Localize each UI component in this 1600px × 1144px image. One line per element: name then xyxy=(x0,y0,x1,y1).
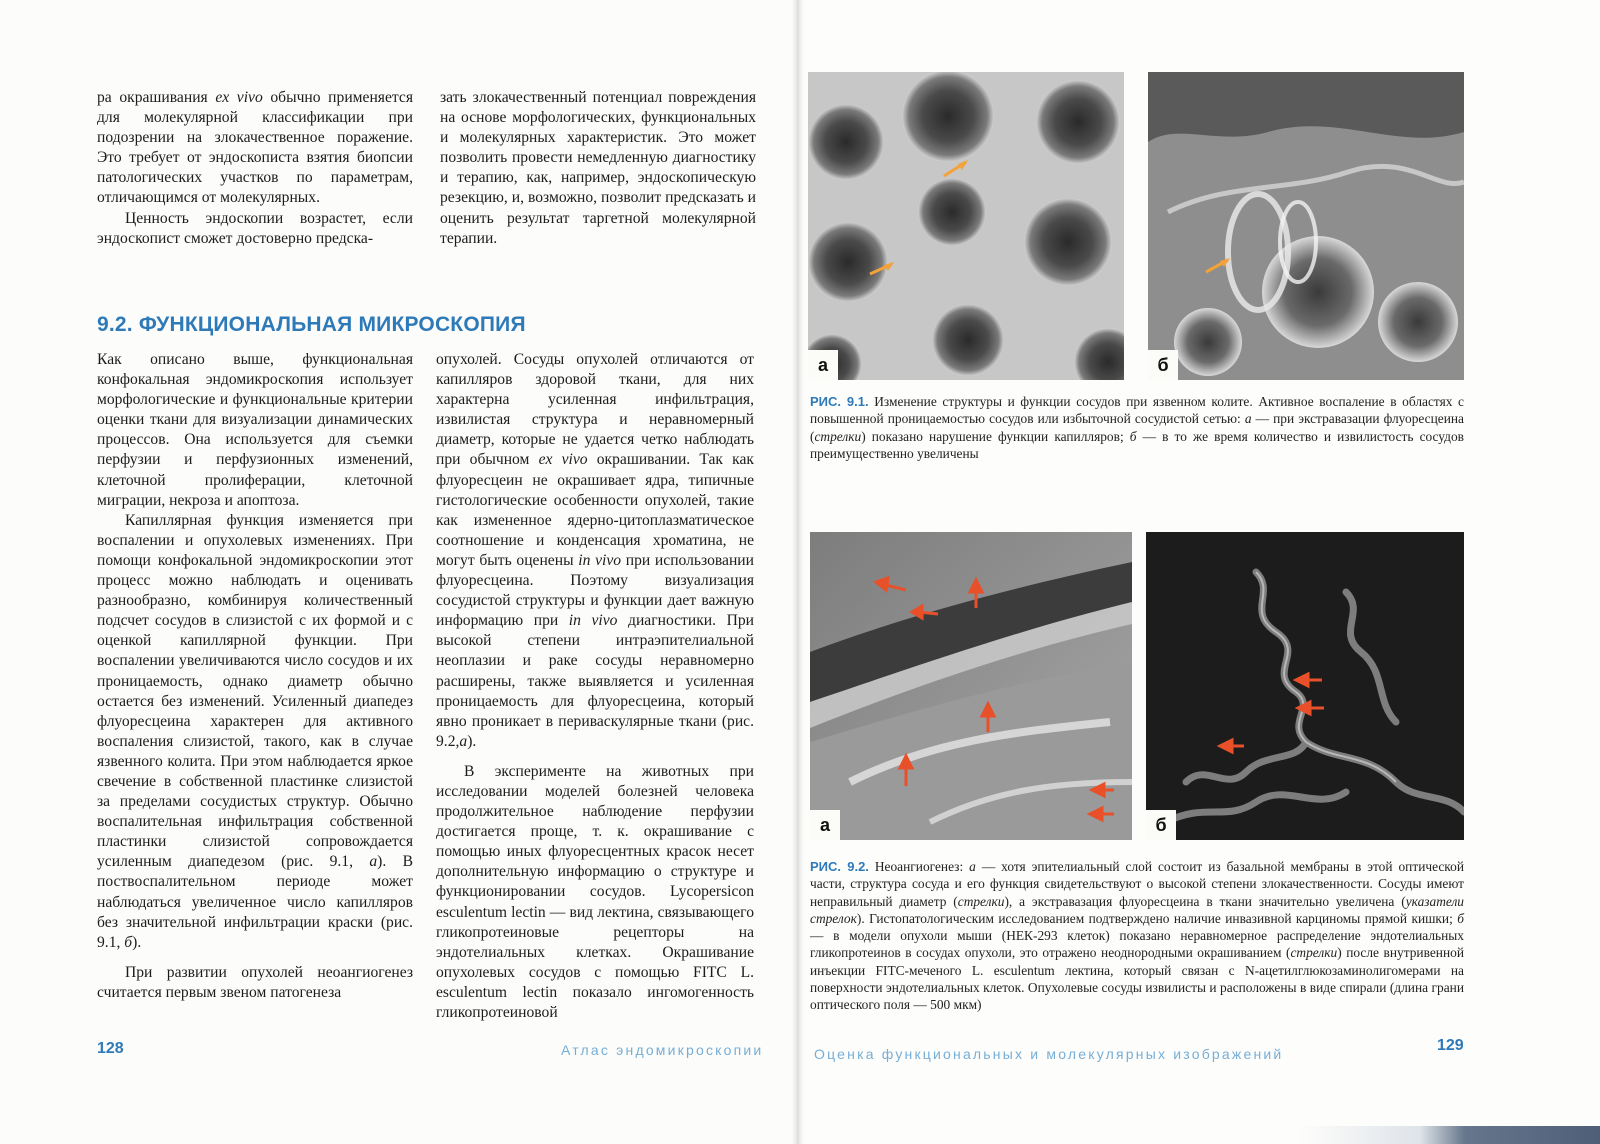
figure-9-1a-image xyxy=(808,72,1124,380)
page-number-right: 129 xyxy=(1437,1037,1464,1054)
panel-label-b: б xyxy=(1148,350,1178,380)
book-gutter xyxy=(792,0,804,1144)
figure-9-1b-image xyxy=(1148,72,1464,380)
page-number-left: 128 xyxy=(97,1040,124,1057)
figure-9-2b-image xyxy=(1146,532,1464,840)
paragraph-malignant-potential: зать злокачественный потенциал повреждения на основе морфологических, функциональных и молекулярных характеристик. Это может позволить провести немедленную диагностику и терапию, как, например, эндоскопическую резекцию, и, возможно, позволит предсказать и оценить результат таргетной молекулярной терапии. xyxy=(440,89,756,247)
panel-label-b: б xyxy=(1146,810,1176,840)
panel-label-a: а xyxy=(808,350,838,380)
figure-9-1-caption-text: Изменение структуры и функции сосудов при язвенном колите. Активное воспаление в областях с повышенной проницаемостью сосудов или избыточной сосудистой сетью: а — при экстравазации флуоресцеина (стрелки) показано нарушение функции капилляров; б — в то же время количество и извилистость сосудов преимущественно увеличены xyxy=(810,394,1464,461)
paragraph-capillary-function: Капиллярная функция изменяется при воспалении и опухолевых изменениях. При помощи конфокальной эндомикроскопии этот процесс можно наблюдать и оценивать разнообразно, комбинируя количественный подсчет сосудов в слизистой с их формой и с оценкой капиллярной функции. При воспалении увеличиваются число сосудов и их проницаемость, однако диаметр обычно остается без изменений. Усиленный диапедез флуоресцеина характерен для активного воспаления слизистой, такого, как в случае язвенного колита. При этом наблюдается яркое свечение в собственной пластинке слизистой за пределами сосудистых структур. Обычно воспалительная инфильтрация собственной пластинки слизистой сопровождается усиленным диапедезом (рис. 9.1, а). В поствоспалительном периоде может наблюдаться увеличенное число капилляров без значительной инфильтрации краски (рис. 9.1, б). xyxy=(97,511,413,951)
left-column-top xyxy=(97,88,413,249)
figure-9-2-label: РИС. 9.2. xyxy=(810,859,869,874)
paragraph-functional-intro: Как описано выше, функциональная конфокальная эндомикроскопия использует морфологические и функциональные критерии оценки ткани для визуализации динамических процессов. Она используется для съемки перфузии и перфузионных изменений, клеточной пролиферации, клеточной миграции, некроза и апоптоза. xyxy=(97,351,413,509)
paragraph-continuation: ра окрашивания ex vivo обычно применяется для молекулярной классификации при подозрении на злокачественное поражение. Это требует от эндоскописта взятия биопсии патологических участков по параметрам, отличающимся от молекулярных. xyxy=(97,89,413,207)
section-heading: 9.2. ФУНКЦИОНАЛЬНАЯ МИКРОСКОПИЯ xyxy=(97,313,526,336)
figure-9-1-caption xyxy=(810,393,1464,462)
left-column-main xyxy=(97,350,413,1003)
paragraph-tumor-vessels: опухолей. Сосуды опухолей отличаются от капилляров здоровой ткани, для них характерна усиленная инфильтрация, извилистая структура и неравномерный диаметр, которые не удается четко наблюдать при обычном ex vivo окрашивании. Так как флуоресцеин не окрашивает ядра, типичные гистологические особенности опухолей, такие как измененное ядерно-цитоплазматическое соотношение и конденсация хроматина, не могут быть оценены in vivo при использовании флуоресцеина. Поэтому визуализация сосудистой структуры и функции дает важную информацию при in vivo диагностики. При высокой степени интраэпителиальной неоплазии и раке сосуды неравномерно расширены, также выявляется и усиленная проницаемость для флуоресцеина, который явно проникает в периваскулярные ткани (рис. 9.2,а). xyxy=(436,351,754,750)
figure-9-2-caption-text: Неоангиогенез: а — хотя эпителиальный слой состоит из базальной мембраны в этой оптической части, структура сосуда и его функция свидетельствуют о высокой степени злокачественности. Сосуды имеют неправильный диаметр (стрелки), а экстравазация флуоресцеина в ткани значительно увеличена (указатели стрелок). Гистопатологическим исследованием подтверждено наличие инвазивной карциномы прямой кишки; б — в модели опухоли мыши (НЕК-293 клеток) показано неравномерное распределение эндотелиальных гликопротеинов в сосудах опухоли, это отражено неоднородными окрашиванием (стрелки) после внутривенной инъекции FITC-меченого L. esculentum лектина, который связан с N-ацетилглюкозаминолигомерами на поверхности эндотелиальных клеток. Опухолевые сосуды извилисты и расположены в виде спирали (длина грани оптического поля — 500 мкм) xyxy=(810,859,1465,1013)
paragraph-animal-experiment: В эксперименте на животных при исследовании моделей болезней человека продолжительное наблюдение перфузии достигается проще, т. к. окрашивание с помощью иных флуоресцентных красок несет дополнительную информацию о структуре и функционировании сосудов. Lycopersicon esculentum lectin — вид лектина, связывающего гликопротеиновые рецепторы на эндотелиальных клетках. Окрашивание опухолевых сосудов с помощью FITC L. esculentum lectin показало ингомогенность гликопротеиновой xyxy=(436,762,754,1021)
panel-label-a: а xyxy=(810,810,840,840)
figure-9-2-caption xyxy=(810,858,1464,1014)
page-edge-shadow xyxy=(1300,1126,1600,1144)
figure-9-2a-image xyxy=(810,532,1132,840)
right-column-top xyxy=(440,88,756,249)
figure-9-1-label: РИС. 9.1. xyxy=(810,394,869,409)
right-column-main xyxy=(436,350,754,1023)
paragraph-endoscopy-value: Ценность эндоскопии возрастет, если эндоскопист сможет достоверно предска- xyxy=(97,209,413,247)
paragraph-neoangiogenesis: При развитии опухолей неоангиогенез считается первым звеном патогенеза xyxy=(97,963,413,1001)
running-head-right: Оценка функциональных и молекулярных изображений xyxy=(814,1046,1284,1062)
running-head-left: Атлас эндомикроскопии xyxy=(561,1042,764,1058)
